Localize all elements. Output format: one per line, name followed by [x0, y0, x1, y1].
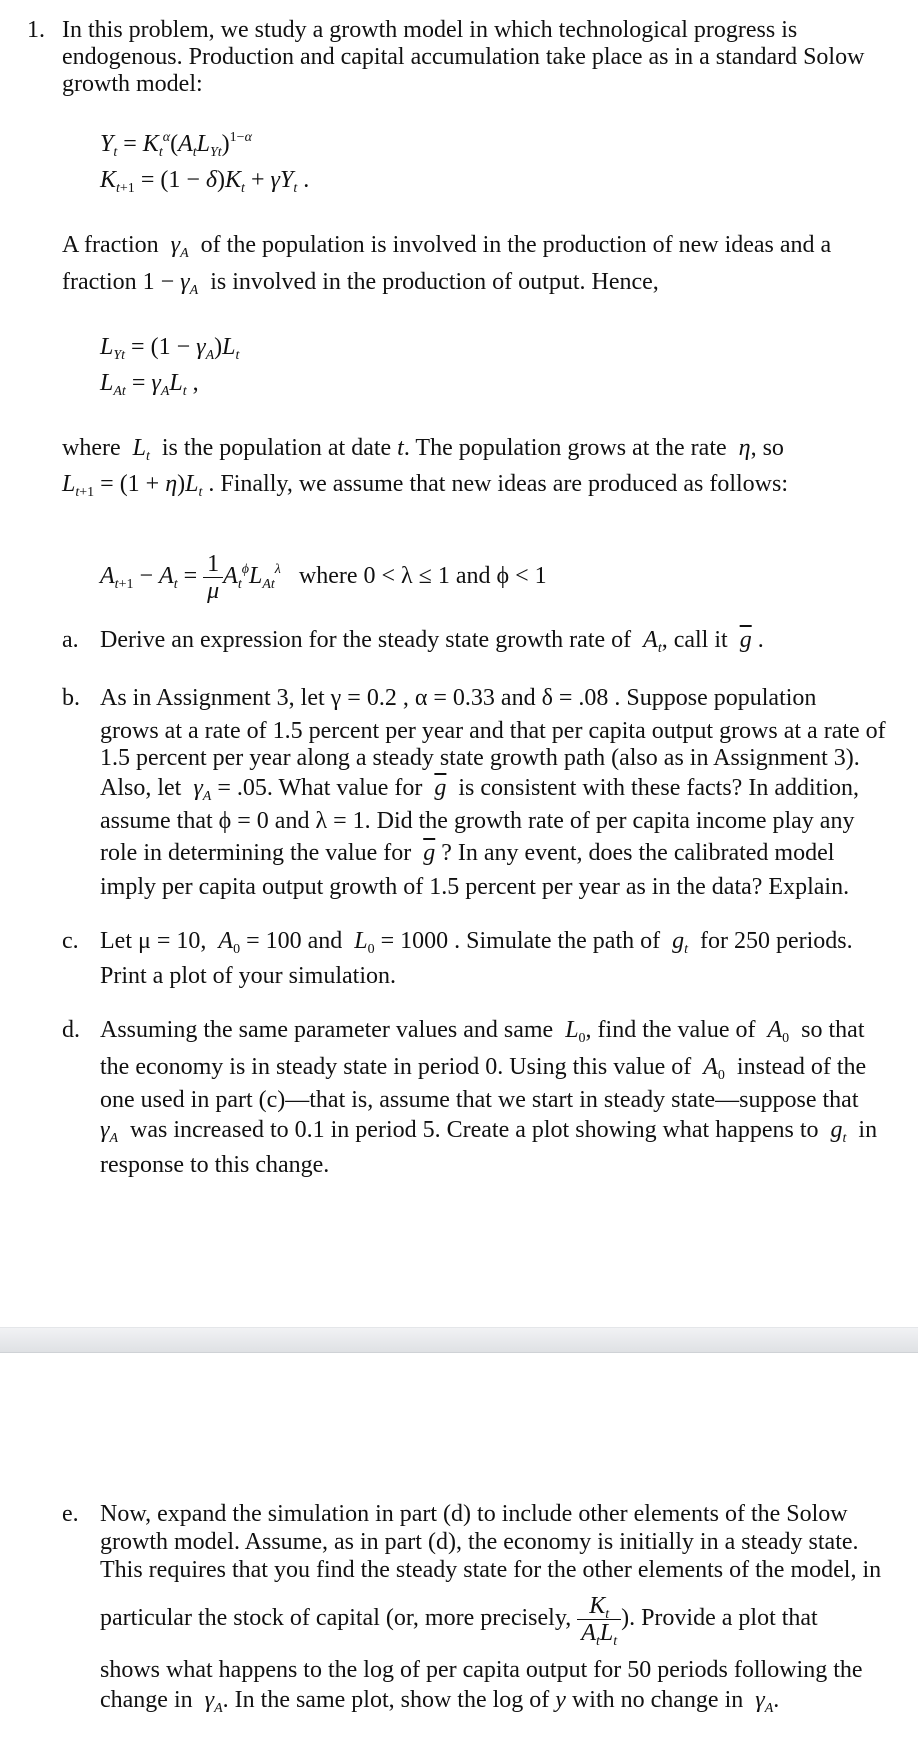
part-b-line-1: As in Assignment 3, let γ = 0.2 , α = 0.33 and δ = .08 . Suppose population [100, 685, 817, 711]
intro-line-3: growth model: [62, 71, 203, 97]
part-e-line-6a: change in [100, 1687, 193, 1713]
part-b-line-2: grows at a rate of 1.5 percent per year and that per capita output grows at a rate of [100, 718, 886, 744]
part-e-line-6: change in $\gamma_A$. In the same plot, show the log of y with no change in $\gamma_A$. [100, 1687, 780, 1716]
intro-line-1: In this problem, we study a growth model in which technological progress is [62, 17, 798, 43]
population-line-1d: , so [750, 435, 784, 461]
part-c-line-1a: Let μ = 10, [100, 928, 207, 954]
part-b-line-3: 1.5 percent per year along a steady state growth path (also as in Assignment 3). [100, 745, 860, 771]
part-c-line-1: Let μ = 10, $A_0 = 100$ and $L_0 = 1000$ . Simulate the path of $g_t$ for 250 periods. [100, 928, 853, 957]
equation-ideas: $A_{t+1} - A_t$ = $\frac{1}{\mu}$ $A_t^\phi L_{At}^\lambda$ where 0 < λ ≤ 1 and ϕ < 1 [100, 550, 547, 604]
equation-capital: $K_{t+1} = (1 - \delta)K_t + \gamma Y_t$ . [100, 167, 310, 196]
part-d-line-2b: instead of the [736, 1054, 867, 1080]
part-b-letter: b. [62, 685, 80, 711]
part-d-line-2: the economy is in steady state in period 0. Using this value of $A_0$ instead of the [100, 1054, 867, 1083]
part-a-letter: a. [62, 627, 79, 653]
population-line-2: $L_{t+1} = (1 + \eta)L_t$ . Finally, we assume that new ideas are produced as follows: [62, 471, 788, 500]
fraction-line-1: A fraction $\gamma_A$ of the population is involved in the production of new ideas and a [62, 232, 832, 261]
part-d-line-1a: Assuming the same parameter values and same [100, 1017, 554, 1043]
population-line-1a: where [62, 435, 121, 461]
fraction-line-2: fraction $1 - \gamma_A$ is involved in the production of output. Hence, [62, 269, 659, 298]
part-e-line-4a: particular the stock of capital (or, more precisely, [100, 1605, 572, 1631]
part-c-line-1b: = 100 and [246, 928, 343, 954]
part-e-line-4b: ). Provide a plot that [621, 1605, 818, 1631]
part-b-line-4c: is consistent with these facts? In addition, [458, 775, 859, 801]
part-c-letter: c. [62, 928, 79, 954]
part-b-line-4b: = .05. What value for [217, 775, 423, 801]
population-line-2-text: . Finally, we assume that new ideas are produced as follows: [208, 471, 788, 497]
equation-labor-ideas: $L_{At} = \gamma_AL_t$ , [100, 370, 199, 399]
part-a-text-3: . [757, 627, 764, 653]
part-b-line-6: role in determining the value for $\overline{g}$ ? In any event, does the calibrated model [100, 840, 835, 866]
part-b-line-4a: Also, let [100, 775, 182, 801]
part-a-line-1: Derive an expression for the steady state growth rate of $A_t$, call it $\overline{g}$ . [100, 627, 764, 656]
population-line-1b: is the population at date [161, 435, 392, 461]
part-d-line-4b: in [858, 1117, 878, 1143]
ideas-condition: where 0 < λ ≤ 1 and ϕ < 1 [298, 563, 547, 589]
equation-labor-output: $L_{Yt} = (1 - \gamma_A)L_t$ [100, 334, 240, 363]
part-d-line-3: one used in part (c)—that is, assume that we start in steady state—suppose that [100, 1087, 859, 1113]
part-a-text-1: Derive an expression for the steady state growth rate of [100, 627, 632, 653]
part-e-line-6c: with no change in [571, 1687, 744, 1713]
part-e-line-5: shows what happens to the log of per capita output for 50 periods following the [100, 1657, 863, 1683]
population-line-1: where $L_t$ is the population at date t. The population grows at the rate η, so [62, 435, 784, 464]
page-break [0, 1327, 918, 1353]
part-d-line-1: Assuming the same parameter values and same $L_0$, find the value of $A_0$ so that [100, 1017, 865, 1046]
part-b-line-6b: ? In any event, does the calibrated model [441, 840, 835, 866]
population-line-1c: . The population grows at the rate [403, 435, 727, 461]
part-c-line-2: Print a plot of your simulation. [100, 963, 396, 989]
part-d-line-2a: the economy is in steady state in period 0. Using this value of [100, 1054, 692, 1080]
part-d-line-5: response to this change. [100, 1152, 330, 1178]
fraction-line-2-end: is involved in the production of output. Hence, [210, 269, 659, 295]
fraction-line-1-start: A fraction [62, 232, 159, 258]
part-e-line-4 [100, 1586, 818, 1650]
part-d-line-1b: , find the value of [585, 1017, 756, 1043]
part-e-line-3: This requires that you find the steady state for the other elements of the model, in [100, 1557, 882, 1583]
part-a-text-2: , call it [661, 627, 728, 653]
part-e-letter: e. [62, 1501, 79, 1527]
part-b-line-4: Also, let $\gamma_A = .05$. What value for $\overline{g}$ is consistent with these facts? In addition, [100, 775, 859, 804]
part-d-line-1c: so that [801, 1017, 865, 1043]
fraction-line-1-end: of the population is involved in the production of new ideas and a [200, 232, 832, 258]
fraction-k-over-al: $\frac{K_t}{A_tL_t}$ [577, 1593, 621, 1646]
part-b-line-6a: role in determining the value for [100, 840, 412, 866]
part-b-line-7: imply per capita output growth of 1.5 percent per year as in the data? Explain. [100, 874, 850, 900]
part-d-line-4a: was increased to 0.1 in period 5. Create a plot showing what happens to [130, 1117, 819, 1143]
intro-line-2: endogenous. Production and capital accumulation take place as in a standard Solow [62, 44, 865, 70]
part-d-letter: d. [62, 1017, 80, 1043]
part-e-line-6b: . In the same plot, show the log of [222, 1687, 550, 1713]
problem-number: 1. [27, 17, 45, 43]
part-b-line-5: assume that ϕ = 0 and λ = 1. Did the growth rate of per capita income play any [100, 808, 855, 834]
part-e-line-1: Now, expand the simulation in part (d) to include other elements of the Solow [100, 1501, 848, 1527]
part-e-line-6d: . [773, 1687, 780, 1713]
fraction-one-over-mu: $\frac{1}{\mu}$ [203, 551, 223, 604]
fraction-line-2-start: fraction 1 − [62, 269, 175, 295]
part-d-line-4: $\gamma_A$ was increased to 0.1 in period 5. Create a plot showing what happens to $g_t$ in [100, 1117, 878, 1146]
part-c-line-1c: = 1000 . Simulate the path of [380, 928, 661, 954]
equation-production: $Y_t = K_t^\alpha(A_tL_{Yt})^{1-\alpha}$ [100, 130, 252, 160]
part-e-line-2: growth model. Assume, as in part (d), the economy is initially in a steady state. [100, 1529, 859, 1555]
part-c-line-1d: for 250 periods. [700, 928, 853, 954]
